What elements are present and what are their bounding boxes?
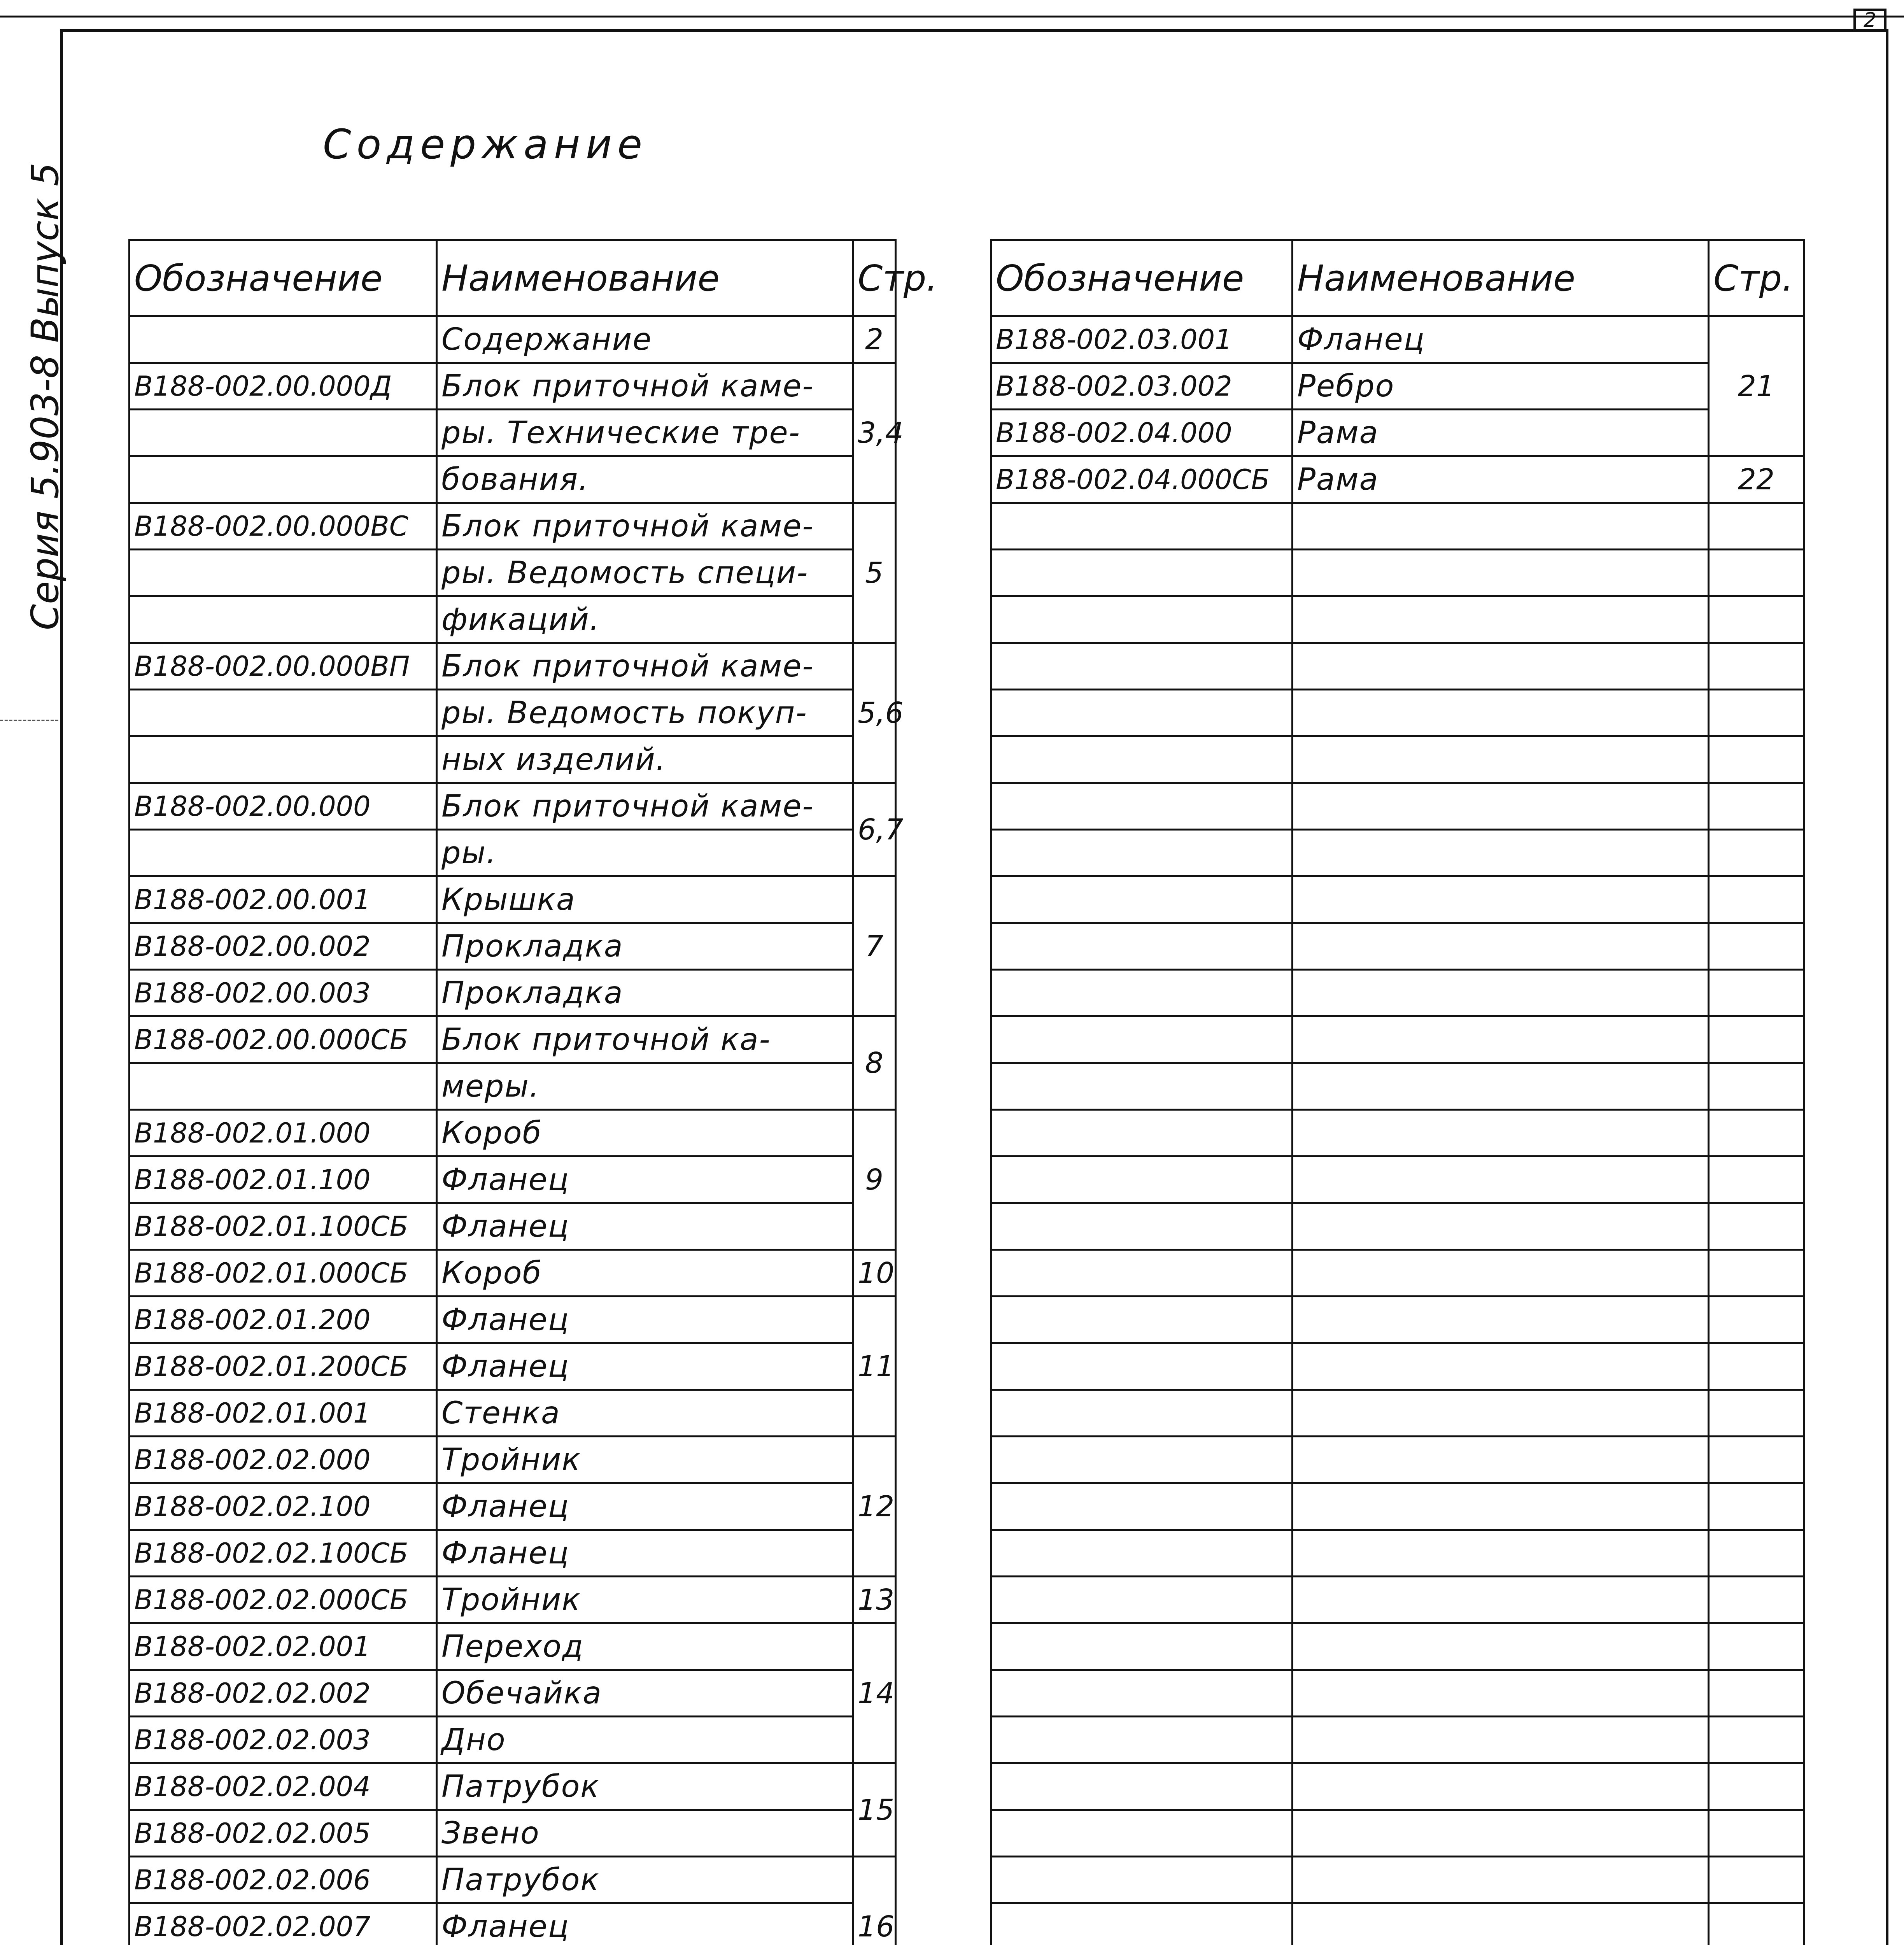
designation-cell: В188-002.02.007 (130, 1903, 437, 1945)
designation-cell: В188-002.01.100СБ (130, 1203, 437, 1250)
page-cell (1709, 1763, 1804, 1810)
name-cell (1293, 1670, 1709, 1717)
designation-cell: В188-002.04.000 (991, 410, 1293, 456)
column-header-designation: Обозначение (991, 240, 1293, 316)
name-cell: Короб (437, 1110, 853, 1156)
name-cell: Ребро (1293, 363, 1709, 410)
contents-table-right (990, 239, 1805, 1945)
designation-cell: В188-002.00.001 (130, 876, 437, 923)
designation-cell (991, 550, 1293, 596)
name-cell: Фланец (437, 1903, 853, 1945)
page-cell: 9 (853, 1110, 896, 1250)
name-cell: Фланец (1293, 316, 1709, 363)
table-row (991, 1437, 1804, 1483)
table-row (130, 1577, 896, 1623)
name-cell: ры. (437, 830, 853, 876)
page-cell (1709, 970, 1804, 1016)
name-cell (1293, 1203, 1709, 1250)
name-cell: Переход (437, 1623, 853, 1670)
table-row (991, 1530, 1804, 1577)
table-row (130, 456, 896, 503)
name-cell: Крышка (437, 876, 853, 923)
designation-cell: В188-002.00.000ВП (130, 643, 437, 690)
table-row (991, 1063, 1804, 1110)
page-cell: 22 (1709, 456, 1804, 503)
designation-cell (991, 643, 1293, 690)
name-cell: Короб (437, 1250, 853, 1297)
table-row (130, 1623, 896, 1670)
table-row (991, 1810, 1804, 1857)
page-cell (1709, 503, 1804, 550)
page-cell: 6,7 (853, 783, 896, 876)
name-cell (1293, 923, 1709, 970)
table-row (130, 1063, 896, 1110)
table-row (991, 923, 1804, 970)
name-cell: Прокладка (437, 970, 853, 1016)
table-row (130, 503, 896, 550)
table-header-row (991, 240, 1804, 316)
page-cell (1709, 1437, 1804, 1483)
table-body (991, 316, 1804, 1945)
table-row (130, 1390, 896, 1437)
name-cell: фикаций. (437, 596, 853, 643)
page-cell (1709, 783, 1804, 830)
table-row (991, 970, 1804, 1016)
page-cell: 21 (1709, 316, 1804, 456)
designation-cell (991, 783, 1293, 830)
name-cell (1293, 1063, 1709, 1110)
designation-cell: В188-002.02.000СБ (130, 1577, 437, 1623)
page-cell (1709, 643, 1804, 690)
sheet-number: 2 (1853, 9, 1886, 32)
designation-cell: В188-002.00.002 (130, 923, 437, 970)
designation-cell: В188-002.04.000СБ (991, 456, 1293, 503)
table-row (130, 1810, 896, 1857)
designation-cell (991, 1623, 1293, 1670)
name-cell: Звено (437, 1810, 853, 1857)
table-row (130, 783, 896, 830)
designation-cell (991, 736, 1293, 783)
name-cell (1293, 1857, 1709, 1903)
series-label: Серия 5.903-8 Выпуск 5 (23, 162, 67, 630)
top-rule (0, 16, 1904, 18)
page-cell (1709, 1670, 1804, 1717)
name-cell: Рама (1293, 456, 1709, 503)
page-cell: 3,4 (853, 363, 896, 503)
name-cell (1293, 1110, 1709, 1156)
designation-cell: В188-002.00.000ВС (130, 503, 437, 550)
table-row (991, 1297, 1804, 1343)
designation-cell: В188-002.00.000Д (130, 363, 437, 410)
table-row (991, 1156, 1804, 1203)
designation-cell (991, 1297, 1293, 1343)
column-header-page: Стр. (1709, 240, 1804, 316)
name-cell (1293, 596, 1709, 643)
designation-cell (991, 1577, 1293, 1623)
page-cell (1709, 1297, 1804, 1343)
table-row (130, 1483, 896, 1530)
page-cell (1709, 736, 1804, 783)
page-cell (1709, 1110, 1804, 1156)
designation-cell: В188-002.02.002 (130, 1670, 437, 1717)
table-row (991, 1483, 1804, 1530)
table-row (991, 1203, 1804, 1250)
table-row (991, 410, 1804, 456)
column-header-name: Наименование (437, 240, 853, 316)
column-header-designation: Обозначение (130, 240, 437, 316)
table-body (130, 316, 904, 1945)
name-cell (1293, 503, 1709, 550)
table-row (130, 1763, 896, 1810)
designation-cell (991, 1250, 1293, 1297)
table-row (991, 1623, 1804, 1670)
name-cell: Блок приточной каме- (437, 643, 853, 690)
table-row (991, 1390, 1804, 1437)
name-cell (1293, 1437, 1709, 1483)
designation-cell (130, 1063, 437, 1110)
table-row (130, 1203, 896, 1250)
designation-cell (991, 876, 1293, 923)
name-cell: Фланец (437, 1156, 853, 1203)
table-row (991, 736, 1804, 783)
page-cell: 12 (853, 1437, 896, 1577)
table-row (991, 1110, 1804, 1156)
table-row (130, 1250, 896, 1297)
designation-cell: В188-002.02.004 (130, 1763, 437, 1810)
designation-cell: В188-002.01.000СБ (130, 1250, 437, 1297)
table-row (130, 1857, 896, 1903)
name-cell: Содержание (437, 316, 853, 363)
name-cell: Блок приточной ка- (437, 1016, 853, 1063)
designation-cell: В188-002.01.200 (130, 1297, 437, 1343)
table-row (991, 316, 1804, 363)
name-cell (1293, 643, 1709, 690)
table-row (130, 830, 896, 876)
designation-cell: В188-002.02.100СБ (130, 1530, 437, 1577)
designation-cell (991, 1437, 1293, 1483)
designation-cell: В188-002.02.000 (130, 1437, 437, 1483)
designation-cell (991, 1717, 1293, 1763)
designation-cell (991, 596, 1293, 643)
designation-cell: В188-002.01.100 (130, 1156, 437, 1203)
designation-cell: В188-002.00.003 (130, 970, 437, 1016)
page-cell (1709, 1390, 1804, 1437)
page-cell (1709, 690, 1804, 736)
table-row (991, 550, 1804, 596)
name-cell (1293, 736, 1709, 783)
table-row (991, 363, 1804, 410)
designation-cell: В188-002.02.005 (130, 1810, 437, 1857)
designation-cell: В188-002.00.000СБ (130, 1016, 437, 1063)
name-cell (1293, 1390, 1709, 1437)
page-cell: 2 (853, 316, 896, 363)
contents-table-left (128, 239, 938, 1945)
designation-cell: В188-002.02.006 (130, 1857, 437, 1903)
designation-cell (991, 1483, 1293, 1530)
page-cell (1709, 596, 1804, 643)
name-cell: Фланец (437, 1530, 853, 1577)
designation-cell (991, 1857, 1293, 1903)
table-header-row (130, 240, 896, 316)
designation-cell (991, 1110, 1293, 1156)
name-cell (1293, 1483, 1709, 1530)
table-row (130, 970, 896, 1016)
name-cell (1293, 1623, 1709, 1670)
table-row (991, 1250, 1804, 1297)
fold-mark (0, 720, 58, 721)
designation-cell (130, 596, 437, 643)
page-cell (1709, 1717, 1804, 1763)
page-cell (1709, 876, 1804, 923)
page-cell (1709, 1016, 1804, 1063)
page-cell: 14 (853, 1623, 896, 1763)
designation-cell (991, 1763, 1293, 1810)
designation-cell: В188-002.00.000 (130, 783, 437, 830)
designation-cell (130, 550, 437, 596)
name-cell: Прокладка (437, 923, 853, 970)
page-title: Содержание (323, 121, 648, 168)
designation-cell (991, 1016, 1293, 1063)
designation-cell (991, 1670, 1293, 1717)
designation-cell (130, 736, 437, 783)
name-cell (1293, 1577, 1709, 1623)
designation-cell (991, 1156, 1293, 1203)
designation-cell: В188-002.01.200СБ (130, 1343, 437, 1390)
name-cell (1293, 876, 1709, 923)
name-cell: Блок приточной каме- (437, 503, 853, 550)
name-cell: Фланец (437, 1343, 853, 1390)
table-row (991, 1343, 1804, 1390)
designation-cell (991, 923, 1293, 970)
name-cell: Тройник (437, 1577, 853, 1623)
page-cell (1709, 1483, 1804, 1530)
table-row (130, 316, 896, 363)
designation-cell (991, 1390, 1293, 1437)
name-cell (1293, 1343, 1709, 1390)
designation-cell (130, 410, 437, 456)
designation-cell (130, 690, 437, 736)
page-cell (1709, 1857, 1804, 1903)
table-row (130, 1530, 896, 1577)
page-cell (1709, 1250, 1804, 1297)
page-cell (1709, 1156, 1804, 1203)
table-row (991, 1670, 1804, 1717)
designation-cell: В188-002.02.100 (130, 1483, 437, 1530)
designation-cell (991, 1903, 1293, 1945)
name-cell: Фланец (437, 1203, 853, 1250)
designation-cell: В188-002.01.001 (130, 1390, 437, 1437)
designation-cell (130, 830, 437, 876)
table-row (130, 1903, 896, 1945)
designation-cell (130, 456, 437, 503)
name-cell: ры. Ведомость покуп- (437, 690, 853, 736)
table-row (130, 1670, 896, 1717)
name-cell: Блок приточной каме- (437, 363, 853, 410)
name-cell: Блок приточной каме- (437, 783, 853, 830)
table-row (130, 736, 896, 783)
page-cell: 7 (853, 876, 896, 1016)
page-cell (1709, 1577, 1804, 1623)
table-row (991, 596, 1804, 643)
page-cell (1709, 830, 1804, 876)
table-row (130, 1016, 896, 1063)
table-row (130, 550, 896, 596)
name-cell: Стенка (437, 1390, 853, 1437)
designation-cell (991, 1530, 1293, 1577)
table-row (991, 1717, 1804, 1763)
page-cell: 5,6 (853, 643, 896, 783)
column-header-page: Стр. (853, 240, 896, 316)
page-cell (1709, 1203, 1804, 1250)
name-cell: Фланец (437, 1297, 853, 1343)
page-cell (1709, 1903, 1804, 1945)
table-row (130, 923, 896, 970)
designation-cell: В188-002.03.001 (991, 316, 1293, 363)
designation-cell (991, 503, 1293, 550)
designation-cell (991, 690, 1293, 736)
table-row (991, 503, 1804, 550)
table-row (991, 456, 1804, 503)
name-cell: Рама (1293, 410, 1709, 456)
name-cell (1293, 1717, 1709, 1763)
designation-cell: В188-002.02.001 (130, 1623, 437, 1670)
table-row (130, 1110, 896, 1156)
table-row (991, 783, 1804, 830)
table-row (991, 1763, 1804, 1810)
page-cell: 11 (853, 1297, 896, 1437)
table-row (991, 643, 1804, 690)
designation-cell (991, 830, 1293, 876)
name-cell (1293, 550, 1709, 596)
table-row (991, 690, 1804, 736)
name-cell (1293, 1250, 1709, 1297)
designation-cell (991, 1343, 1293, 1390)
name-cell (1293, 1016, 1709, 1063)
name-cell (1293, 1297, 1709, 1343)
name-cell: Тройник (437, 1437, 853, 1483)
page-cell (1709, 923, 1804, 970)
designation-cell (991, 1063, 1293, 1110)
table-row (991, 1016, 1804, 1063)
table-row (130, 363, 896, 410)
name-cell: меры. (437, 1063, 853, 1110)
name-cell (1293, 783, 1709, 830)
name-cell: Дно (437, 1717, 853, 1763)
designation-cell: В188-002.03.002 (991, 363, 1293, 410)
column-header-name: Наименование (1293, 240, 1709, 316)
page-cell: 10 (853, 1250, 896, 1297)
name-cell: Патрубок (437, 1763, 853, 1810)
page-cell: 8 (853, 1016, 896, 1110)
name-cell: ры. Ведомость специ- (437, 550, 853, 596)
table-row (130, 1717, 896, 1763)
table-row (130, 643, 896, 690)
page-cell (1709, 1343, 1804, 1390)
table-row (991, 1577, 1804, 1623)
page-cell: 13 (853, 1577, 896, 1623)
name-cell: Обечайка (437, 1670, 853, 1717)
name-cell: бования. (437, 456, 853, 503)
name-cell (1293, 1810, 1709, 1857)
name-cell (1293, 1903, 1709, 1945)
page-cell: 15 (853, 1763, 896, 1857)
page-cell (1709, 1530, 1804, 1577)
page-cell (1709, 1810, 1804, 1857)
name-cell (1293, 1530, 1709, 1577)
page-cell (1709, 1623, 1804, 1670)
name-cell (1293, 970, 1709, 1016)
designation-cell: В188-002.02.003 (130, 1717, 437, 1763)
table-row (130, 410, 896, 456)
name-cell (1293, 830, 1709, 876)
page-cell (1709, 1063, 1804, 1110)
page-cell: 5 (853, 503, 896, 643)
table-row (991, 1857, 1804, 1903)
page-cell (1709, 550, 1804, 596)
table-row (130, 1156, 896, 1203)
designation-cell (991, 1203, 1293, 1250)
table-row (130, 1437, 896, 1483)
name-cell: ных изделий. (437, 736, 853, 783)
table-row (130, 1297, 896, 1343)
name-cell: Патрубок (437, 1857, 853, 1903)
table-row (991, 830, 1804, 876)
name-cell (1293, 1156, 1709, 1203)
designation-cell (991, 1810, 1293, 1857)
table-row (130, 1343, 896, 1390)
table-row (130, 690, 896, 736)
designation-cell: В188-002.01.000 (130, 1110, 437, 1156)
name-cell: ры. Технические тре- (437, 410, 853, 456)
table-row (991, 1903, 1804, 1945)
name-cell: Фланец (437, 1483, 853, 1530)
designation-cell (991, 970, 1293, 1016)
name-cell (1293, 690, 1709, 736)
designation-cell (130, 316, 437, 363)
table-row (991, 876, 1804, 923)
table-row (130, 876, 896, 923)
name-cell (1293, 1763, 1709, 1810)
page-cell: 16 (853, 1857, 896, 1945)
table-row (130, 596, 896, 643)
